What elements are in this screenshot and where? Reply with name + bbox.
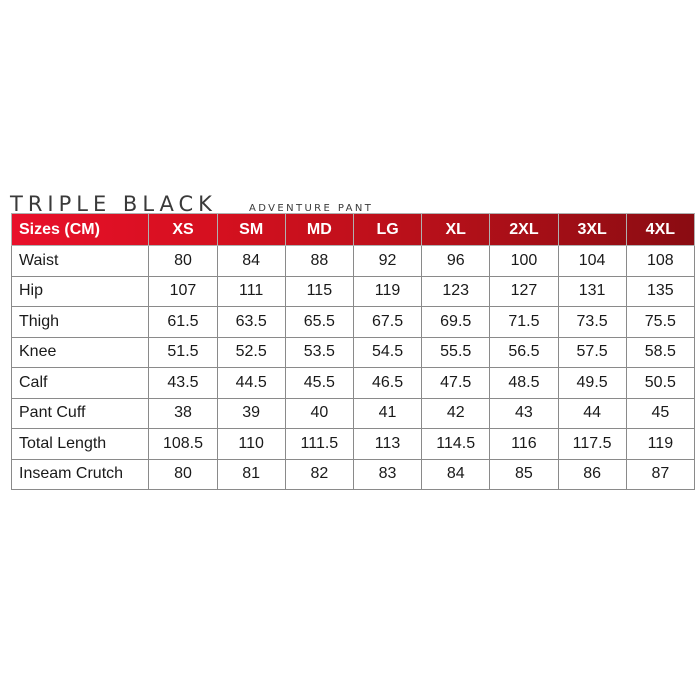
measurement-cell: 67.5 [353, 307, 421, 338]
table-row [12, 398, 695, 429]
measurement-cell: 108.5 [149, 429, 217, 460]
measurement-cell: 58.5 [626, 337, 694, 368]
table-row [12, 459, 695, 490]
measurement-cell: 46.5 [353, 368, 421, 399]
measurement-cell: 51.5 [149, 337, 217, 368]
measurement-cell: 111.5 [285, 429, 353, 460]
measurement-cell: 82 [285, 459, 353, 490]
table-row [12, 276, 695, 307]
measurement-cell: 100 [490, 246, 558, 277]
measurement-cell: 104 [558, 246, 626, 277]
measurement-cell: 83 [353, 459, 421, 490]
measurement-cell: 52.5 [217, 337, 285, 368]
measurement-cell: 111 [217, 276, 285, 307]
measurement-cell: 73.5 [558, 307, 626, 338]
measurement-cell: 85 [490, 459, 558, 490]
row-label: Pant Cuff [12, 398, 149, 429]
brand-title: TRIPLE BLACK [10, 192, 217, 216]
row-label: Knee [12, 337, 149, 368]
table-row [12, 368, 695, 399]
row-label: Total Length [12, 429, 149, 460]
measurement-cell: 84 [217, 246, 285, 277]
measurement-cell: 113 [353, 429, 421, 460]
table-body [12, 246, 695, 490]
row-label: Hip [12, 276, 149, 307]
measurement-cell: 127 [490, 276, 558, 307]
measurement-cell: 53.5 [285, 337, 353, 368]
measurement-cell: 75.5 [626, 307, 694, 338]
header-size: LG [353, 214, 421, 246]
measurement-cell: 116 [490, 429, 558, 460]
row-label: Waist [12, 246, 149, 277]
measurement-cell: 63.5 [217, 307, 285, 338]
header-size: SM [217, 214, 285, 246]
measurement-cell: 80 [149, 459, 217, 490]
header-sizes-label: Sizes (CM) [12, 214, 149, 246]
measurement-cell: 39 [217, 398, 285, 429]
measurement-cell: 48.5 [490, 368, 558, 399]
header-size: 3XL [558, 214, 626, 246]
row-label: Calf [12, 368, 149, 399]
measurement-cell: 54.5 [353, 337, 421, 368]
size-chart-table [11, 213, 695, 490]
measurement-cell: 43 [490, 398, 558, 429]
row-label: Thigh [12, 307, 149, 338]
measurement-cell: 108 [626, 246, 694, 277]
table-row [12, 307, 695, 338]
header-row [12, 214, 695, 246]
measurement-cell: 110 [217, 429, 285, 460]
header-size: MD [285, 214, 353, 246]
measurement-cell: 107 [149, 276, 217, 307]
measurement-cell: 45 [626, 398, 694, 429]
measurement-cell: 45.5 [285, 368, 353, 399]
measurement-cell: 40 [285, 398, 353, 429]
measurement-cell: 115 [285, 276, 353, 307]
measurement-cell: 44 [558, 398, 626, 429]
measurement-cell: 80 [149, 246, 217, 277]
header-size: XL [422, 214, 490, 246]
measurement-cell: 117.5 [558, 429, 626, 460]
measurement-cell: 41 [353, 398, 421, 429]
measurement-cell: 49.5 [558, 368, 626, 399]
measurement-cell: 65.5 [285, 307, 353, 338]
measurement-cell: 84 [422, 459, 490, 490]
measurement-cell: 71.5 [490, 307, 558, 338]
table-row [12, 246, 695, 277]
measurement-cell: 50.5 [626, 368, 694, 399]
brand-subtitle: ADVENTURE PANT [248, 203, 374, 214]
measurement-cell: 61.5 [149, 307, 217, 338]
measurement-cell: 56.5 [490, 337, 558, 368]
header-size: 2XL [490, 214, 558, 246]
measurement-cell: 57.5 [558, 337, 626, 368]
measurement-cell: 88 [285, 246, 353, 277]
measurement-cell: 42 [422, 398, 490, 429]
table-row [12, 429, 695, 460]
measurement-cell: 81 [217, 459, 285, 490]
measurement-cell: 44.5 [217, 368, 285, 399]
measurement-cell: 131 [558, 276, 626, 307]
measurement-cell: 119 [353, 276, 421, 307]
header-size: 4XL [626, 214, 694, 246]
measurement-cell: 47.5 [422, 368, 490, 399]
measurement-cell: 86 [558, 459, 626, 490]
measurement-cell: 43.5 [149, 368, 217, 399]
measurement-cell: 69.5 [422, 307, 490, 338]
measurement-cell: 123 [422, 276, 490, 307]
table-row [12, 337, 695, 368]
measurement-cell: 38 [149, 398, 217, 429]
header-size: XS [149, 214, 217, 246]
measurement-cell: 114.5 [422, 429, 490, 460]
measurement-cell: 55.5 [422, 337, 490, 368]
measurement-cell: 87 [626, 459, 694, 490]
measurement-cell: 119 [626, 429, 694, 460]
measurement-cell: 96 [422, 246, 490, 277]
table-header [12, 214, 695, 246]
brand-header [10, 187, 373, 215]
row-label: Inseam Crutch [12, 459, 149, 490]
measurement-cell: 135 [626, 276, 694, 307]
measurement-cell: 92 [353, 246, 421, 277]
